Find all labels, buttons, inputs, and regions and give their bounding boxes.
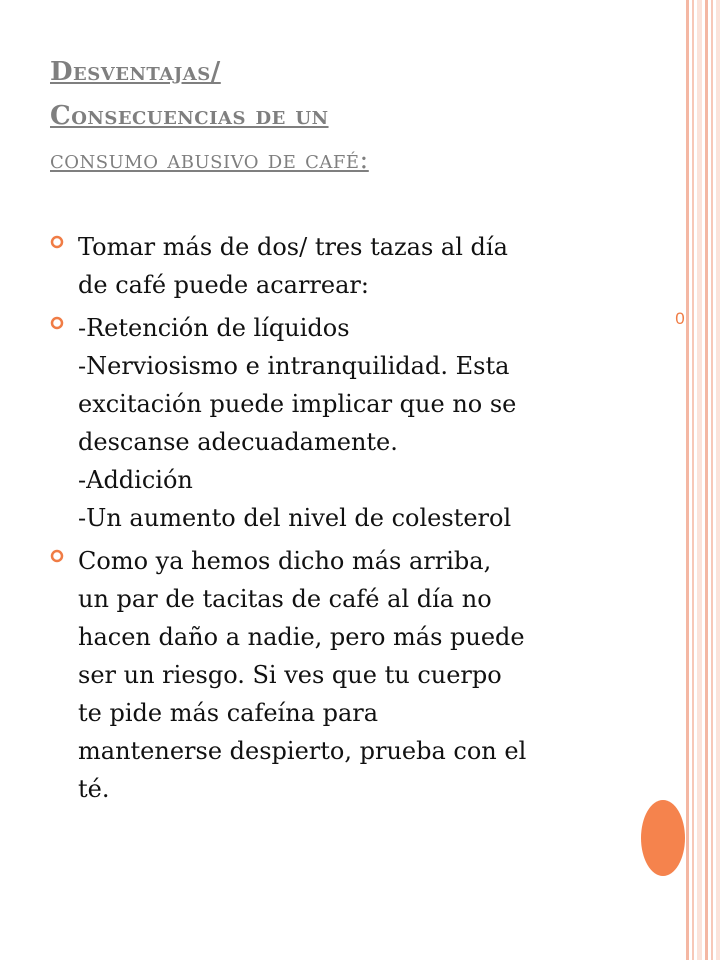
text-line: un par de tacitas de café al día no — [78, 585, 492, 613]
bullet-text — [78, 228, 630, 304]
text-line: te pide más cafeína para — [78, 699, 379, 727]
text-line: excitación puede implicar que no se — [78, 390, 517, 418]
right-decorative-stripes — [686, 0, 720, 960]
title-line: Consecuencias de un — [50, 101, 329, 131]
stripe — [716, 0, 720, 960]
bullet-list — [50, 228, 630, 813]
text-line: Tomar más de dos/ tres tazas al día — [78, 233, 508, 261]
bullet-text — [78, 542, 630, 808]
text-line: -Retención de líquidos — [78, 314, 350, 342]
text-line: hacen daño a nadie, pero más puede — [78, 623, 525, 651]
text-line: descanse adecuadamente. — [78, 428, 398, 456]
bullet-ring-icon — [50, 316, 64, 330]
title-line: consumo abusivo de café: — [50, 145, 369, 175]
text-line: mantenerse despierto, prueba con el — [78, 737, 527, 765]
text-line: té. — [78, 775, 110, 803]
bullet-item — [50, 228, 630, 304]
page-number: 0 — [675, 309, 685, 328]
text-line: -Addición — [78, 466, 193, 494]
bullet-item — [50, 309, 630, 537]
text-line: ser un riesgo. Si ves que tu cuerpo — [78, 661, 502, 689]
title-line: Desventajas/ — [50, 57, 221, 87]
text-line: -Nerviosismo e intranquilidad. Esta — [78, 352, 510, 380]
bullet-text — [78, 309, 630, 537]
slide-title — [50, 50, 620, 182]
bullet-ring-icon — [50, 549, 64, 563]
stripe — [705, 0, 708, 960]
stripe — [711, 0, 713, 960]
text-line: -Un aumento del nivel de colesterol — [78, 504, 512, 532]
bullet-ring-icon — [50, 235, 64, 249]
orange-oval-decoration — [641, 800, 685, 876]
stripe — [692, 0, 694, 960]
text-line: de café puede acarrear: — [78, 271, 369, 299]
text-line: Como ya hemos dicho más arriba, — [78, 547, 492, 575]
stripe — [697, 0, 702, 960]
bullet-item — [50, 542, 630, 808]
stripe — [686, 0, 689, 960]
